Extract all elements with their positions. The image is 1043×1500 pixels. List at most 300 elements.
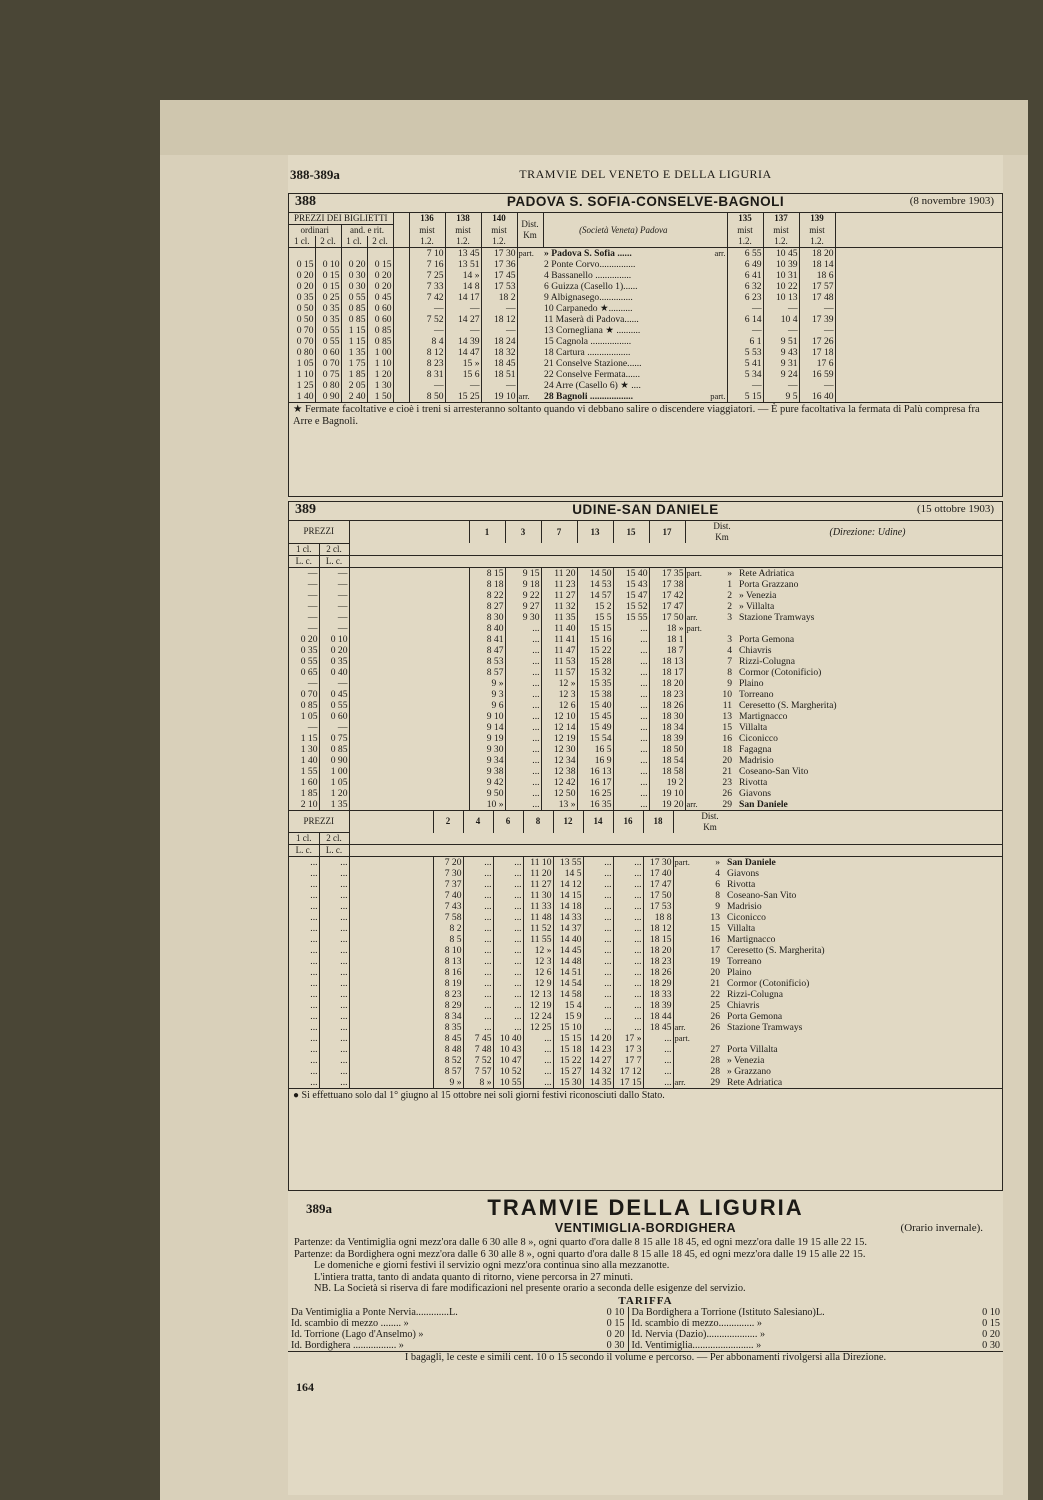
table-row <box>289 956 1002 967</box>
table-cell: ... <box>493 1011 523 1022</box>
spacer <box>349 1011 433 1022</box>
table-cell: ... <box>289 1033 319 1044</box>
table-cell: 20 <box>722 754 732 766</box>
table-cell: 8 18 <box>469 579 505 590</box>
table-cell: ... <box>463 1022 493 1033</box>
table-row <box>289 380 1002 391</box>
table-cell: 0 55 <box>289 656 319 667</box>
table-cell: ... <box>289 1011 319 1022</box>
table-cell: ... <box>613 777 649 788</box>
spacer <box>349 612 469 623</box>
table-cell: 0 65 <box>289 667 319 678</box>
table-cell: 0 10 <box>588 1307 628 1318</box>
spacer <box>835 248 1002 260</box>
table-cell: 15 45 <box>577 711 613 722</box>
table-cell: 11 41 <box>541 634 577 645</box>
table-cell: 15 27 <box>553 1066 583 1077</box>
table-cell: 0 10 <box>982 1306 1000 1318</box>
table-cell: 28 <box>710 1055 720 1066</box>
station-name: Martignacco <box>739 710 788 722</box>
table-cell: 20 <box>710 967 720 978</box>
table-cell: ... <box>493 923 523 934</box>
spacer <box>835 380 1002 391</box>
schedule-label: (Orario invernale). <box>900 1222 983 1234</box>
table-cell: 15 » <box>445 358 481 369</box>
table-cell <box>685 590 711 601</box>
spacer <box>835 347 1002 358</box>
table-cell: 0 35 <box>319 656 349 667</box>
table-cell: 12 13 <box>523 989 553 1000</box>
table-cell: 8 29 <box>433 1000 463 1011</box>
table-cell: 11 53 <box>541 656 577 667</box>
table-cell: 14 48 <box>553 956 583 967</box>
table-cell: 9 15 <box>505 567 541 579</box>
station-name: 21 Conselve Stazione...... <box>544 358 642 369</box>
table-cell: 8 52 <box>433 1055 463 1066</box>
table-cell <box>517 259 543 270</box>
table-cell: 0 90 <box>319 755 349 766</box>
table-cell: 18 51 <box>481 369 517 380</box>
andata-ritorno-label: and. e rit. <box>341 225 393 237</box>
company-name: (Società Veneta) Padova <box>579 224 668 235</box>
table-cell: 6 14 <box>727 314 763 325</box>
table-cell: 9 24 <box>763 369 799 380</box>
table-cell: arr. <box>674 1077 686 1087</box>
table-cell: 14 47 <box>445 347 481 358</box>
table-cell: 8 31 <box>409 369 445 380</box>
table-cell: 18 32 <box>481 347 517 358</box>
train-number: 136 <box>409 213 445 225</box>
table-cell <box>685 678 711 689</box>
station-name: 18 Cartura .................. <box>544 347 631 358</box>
table-cell: — <box>289 623 319 634</box>
table-cell: ... <box>583 934 613 945</box>
table-cell <box>673 945 699 956</box>
prezzi-label: PREZZI <box>289 521 349 543</box>
table-row <box>289 901 1002 912</box>
table-row <box>289 645 1002 656</box>
table-cell: 16 59 <box>799 369 835 380</box>
table-cell: 9 <box>727 677 732 689</box>
table-row <box>289 967 1002 978</box>
spacer <box>349 678 469 689</box>
train-type: mist <box>409 225 445 237</box>
table-cell: 17 3 <box>613 1044 643 1055</box>
table-cell: 18 39 <box>643 1000 673 1011</box>
table-cell: ... <box>493 1000 523 1011</box>
table-cell: ... <box>463 1000 493 1011</box>
table-cell: 5 34 <box>727 369 763 380</box>
table-cell: 9 <box>715 901 720 912</box>
table-cell: 8 47 <box>469 645 505 656</box>
table-cell: 6 1 <box>727 336 763 347</box>
table-cell: 17 53 <box>643 901 673 912</box>
table-cell: — <box>289 612 319 623</box>
spacer <box>349 1022 433 1033</box>
table-cell <box>685 579 711 590</box>
table-row <box>288 1329 1003 1340</box>
table-cell: ... <box>463 934 493 945</box>
table-cell: ... <box>613 623 649 634</box>
table-row <box>288 1307 1003 1318</box>
table-cell: 7 10 <box>409 248 445 260</box>
table-cell: 16 5 <box>577 744 613 755</box>
table-cell: 8 48 <box>433 1044 463 1055</box>
table-row <box>289 1066 1002 1077</box>
table-row <box>289 325 1002 336</box>
table-cell: ... <box>613 912 643 923</box>
class-1-label: 1 cl. <box>289 236 315 248</box>
table-cell: 14 57 <box>577 590 613 601</box>
class-2-label: 2 cl. <box>315 236 341 248</box>
section-number: 388 <box>295 194 316 209</box>
station-name: Ceresetto (S. Margherita) <box>727 945 825 956</box>
spacer <box>349 868 433 879</box>
table-cell: 16 40 <box>799 391 835 402</box>
spacer <box>349 733 469 744</box>
table-cell <box>673 978 699 989</box>
table-cell <box>685 766 711 777</box>
class-1-label: 1 cl. <box>289 543 319 555</box>
spacer <box>349 978 433 989</box>
spacer <box>349 934 433 945</box>
table-cell: ... <box>319 1033 349 1044</box>
table-cell: 17 30 <box>643 857 673 869</box>
table-cell: 12 38 <box>541 766 577 777</box>
table-cell: 17 40 <box>643 868 673 879</box>
table-cell: 9 3 <box>469 689 505 700</box>
section-389-header <box>289 502 1002 521</box>
table-cell: 0 40 <box>319 667 349 678</box>
table-cell: 8 5 <box>433 934 463 945</box>
table-row <box>289 1044 1002 1055</box>
table-cell: 0 85 <box>289 700 319 711</box>
table-cell: 18 7 <box>649 645 685 656</box>
table-cell: 10 13 <box>763 292 799 303</box>
table-cell: ... <box>583 879 613 890</box>
table-cell: 1 00 <box>367 347 393 358</box>
table-cell: 18 45 <box>643 1022 673 1033</box>
table-cell <box>703 281 727 292</box>
table-cell: 18 6 <box>799 270 835 281</box>
table-cell: 25 <box>710 1000 720 1011</box>
spacer <box>393 270 409 281</box>
table-cell: ... <box>613 1000 643 1011</box>
table-cell: 14 33 <box>553 912 583 923</box>
table-cell: ... <box>493 890 523 901</box>
table-cell: ... <box>505 788 541 799</box>
table-cell: — <box>319 601 349 612</box>
table-cell: ... <box>505 667 541 678</box>
spacer <box>393 259 409 270</box>
table-cell <box>685 667 711 678</box>
table-row <box>289 923 1002 934</box>
table-row <box>289 744 1002 755</box>
table-cell: 17 42 <box>649 590 685 601</box>
page-number: 164 <box>296 1380 314 1394</box>
table-cell: 1 85 <box>289 788 319 799</box>
table-cell: ... <box>493 868 523 879</box>
table-cell: 14 39 <box>445 336 481 347</box>
spacer <box>835 314 1002 325</box>
train-class: 1.2. <box>409 236 445 248</box>
table-cell: 6 23 <box>727 292 763 303</box>
table-cell: 17 6 <box>799 358 835 369</box>
table-cell: 8 41 <box>469 634 505 645</box>
table-cell: 12 6 <box>541 700 577 711</box>
table-cell: 13 » <box>541 799 577 810</box>
station-name: 22 Conselve Fermata...... <box>544 369 640 380</box>
table-cell: 0 70 <box>289 689 319 700</box>
table-cell: ... <box>613 667 649 678</box>
table-row <box>289 303 1002 314</box>
station-name: Villalta <box>727 923 756 934</box>
table-cell: » <box>727 567 732 579</box>
station-name: 28 Bagnoli .................. <box>544 391 634 402</box>
table-cell: 29 <box>722 798 732 810</box>
table-cell: 1 85 <box>341 369 367 380</box>
table-cell: 0 55 <box>341 292 367 303</box>
station-name: Ceresetto (S. Margherita) <box>739 699 837 711</box>
table-cell: 7 45 <box>463 1033 493 1044</box>
table-cell: 13 45 <box>445 248 481 260</box>
station-name: Stazione Tramways <box>739 611 815 623</box>
table-cell: 15 40 <box>577 700 613 711</box>
table-cell: 12 10 <box>541 711 577 722</box>
table-cell <box>673 868 699 879</box>
table-cell: ... <box>613 956 643 967</box>
table-cell: 18 8 <box>643 912 673 923</box>
table-cell: 0 35 <box>315 303 341 314</box>
holiday-service-note: Le domeniche e giorni festivi il servizio ogni mezz'ora continua sino alla mezzanotte. <box>314 1260 670 1271</box>
table-cell: ... <box>289 989 319 1000</box>
table-cell: Da Ventimiglia a Ponte Nervia.............L. <box>291 1306 458 1318</box>
table-cell: ... <box>463 1011 493 1022</box>
table-cell: 0 30 <box>982 1339 1000 1351</box>
spacer <box>349 1077 433 1088</box>
prezzi-label: PREZZI <box>289 810 349 833</box>
table-row <box>289 989 1002 1000</box>
table-cell: ... <box>505 711 541 722</box>
spacer <box>349 689 469 700</box>
table-cell: — <box>319 567 349 579</box>
table-cell: 26 <box>722 787 732 799</box>
table-cell: 9 42 <box>469 777 505 788</box>
table-cell: Id. Bordighera ................. » <box>291 1339 404 1351</box>
table-cell: 18 34 <box>649 722 685 733</box>
table-cell: 1 15 <box>289 733 319 744</box>
table-cell: ... <box>613 945 643 956</box>
spacer <box>349 1033 433 1044</box>
table-cell: ... <box>583 912 613 923</box>
table-cell: ... <box>613 645 649 656</box>
table-cell: 19 20 <box>649 799 685 810</box>
table-cell: 17 48 <box>799 292 835 303</box>
table-cell: — <box>445 380 481 391</box>
table-cell: 0 20 <box>341 259 367 270</box>
table-cell: 1 55 <box>289 766 319 777</box>
table-cell: ... <box>613 678 649 689</box>
table-cell: 15 32 <box>577 667 613 678</box>
table-cell: 0 85 <box>341 303 367 314</box>
table-cell <box>673 901 699 912</box>
station-name: Rete Adriatica <box>739 567 795 579</box>
currency-label: L. c. <box>319 845 349 857</box>
train-number: 8 <box>523 810 553 833</box>
table-cell: 10 52 <box>493 1066 523 1077</box>
table-cell: ... <box>319 1022 349 1033</box>
table-row <box>289 281 1002 292</box>
table-cell: ... <box>505 799 541 810</box>
table-row <box>289 912 1002 923</box>
table-cell: ... <box>289 901 319 912</box>
table-cell: 15 28 <box>577 656 613 667</box>
spacer <box>349 667 469 678</box>
table-cell: — <box>289 567 319 579</box>
table-cell: ... <box>613 722 649 733</box>
table-row <box>289 678 1002 689</box>
table-cell: 0 15 <box>588 1318 628 1329</box>
table-cell: ... <box>319 868 349 879</box>
table-cell: ... <box>493 1022 523 1033</box>
table-cell: 14 12 <box>553 879 583 890</box>
table-cell: 17 38 <box>649 579 685 590</box>
station-name: San Daniele <box>727 857 776 868</box>
spacer <box>835 281 1002 292</box>
printed-page <box>288 155 1003 1495</box>
spacer <box>349 956 433 967</box>
section-388 <box>288 193 1003 497</box>
table-cell <box>673 1066 699 1077</box>
station-name: Torreano <box>727 956 762 967</box>
table-cell: 11 33 <box>523 901 553 912</box>
table-cell: 11 30 <box>523 890 553 901</box>
table-cell: 18 12 <box>481 314 517 325</box>
station-name: » Villalta <box>739 600 775 612</box>
table-cell: 12 3 <box>541 689 577 700</box>
table-cell <box>673 923 699 934</box>
table-cell: 0 70 <box>289 336 315 347</box>
table-cell <box>685 733 711 744</box>
class-1-label: 1 cl. <box>341 236 367 248</box>
table-cell <box>673 967 699 978</box>
station-name: 24 Arre (Casello 6) ★ .... <box>544 380 641 391</box>
table-cell: 1 60 <box>289 777 319 788</box>
table-cell: ... <box>463 879 493 890</box>
table-cell <box>517 347 543 358</box>
table-cell: 15 10 <box>553 1022 583 1033</box>
station-name: Madrisio <box>739 754 774 766</box>
table-cell: 9 6 <box>469 700 505 711</box>
table-row <box>289 755 1002 766</box>
train-class: 1.2. <box>727 236 763 248</box>
table-cell: 7 <box>727 655 732 667</box>
table-cell: 8 <box>715 890 720 901</box>
table-cell: — <box>445 303 481 314</box>
table-cell: 10 4 <box>763 314 799 325</box>
table-cell: ... <box>319 901 349 912</box>
station-name: Ciconicco <box>727 912 766 923</box>
spacer <box>349 590 469 601</box>
table-cell: ... <box>523 1033 553 1044</box>
spacer <box>393 248 409 260</box>
table-cell <box>703 292 727 303</box>
table-cell: ... <box>583 868 613 879</box>
table-cell: ... <box>505 656 541 667</box>
spacer <box>349 857 433 869</box>
table-cell <box>685 722 711 733</box>
table-cell <box>703 380 727 391</box>
departures-ventimiglia: Partenze: da Ventimiglia ogni mezz'ora dalle 6 30 alle 8 », ogni quarto d'ora dalle 8 15 alle 18 45, ed ogni mezz'ora dalle 19 15 alle 22 15. <box>294 1237 867 1248</box>
table-cell <box>315 248 341 260</box>
table-cell: ... <box>613 879 643 890</box>
table-cell: — <box>319 678 349 689</box>
table-row <box>289 634 1002 645</box>
spacer <box>349 967 433 978</box>
table-cell: 12 19 <box>523 1000 553 1011</box>
table-cell: 0 45 <box>367 292 393 303</box>
table-cell: ... <box>289 956 319 967</box>
station-name: » Grazzano <box>727 1066 771 1077</box>
table-row <box>289 722 1002 733</box>
table-cell <box>517 281 543 292</box>
table-cell: 9 51 <box>763 336 799 347</box>
table-cell: 11 57 <box>541 667 577 678</box>
table-cell: 5 15 <box>727 391 763 402</box>
table-cell: 18 29 <box>643 978 673 989</box>
table-cell: 0 50 <box>289 303 315 314</box>
table-cell: ... <box>289 967 319 978</box>
table-cell: 18 44 <box>643 1011 673 1022</box>
table-cell: ... <box>613 656 649 667</box>
table-cell: ... <box>463 945 493 956</box>
table-cell: ... <box>289 890 319 901</box>
table-row <box>289 689 1002 700</box>
table-cell: 17 53 <box>481 281 517 292</box>
table-cell <box>685 744 711 755</box>
spacer <box>393 358 409 369</box>
class-2-label: 2 cl. <box>367 236 393 248</box>
table-cell <box>685 634 711 645</box>
table-cell: 2 05 <box>341 380 367 391</box>
table-cell: 12 42 <box>541 777 577 788</box>
table-cell: 17 57 <box>799 281 835 292</box>
table-cell: 7 57 <box>463 1066 493 1077</box>
table-cell: 15 2 <box>577 601 613 612</box>
table-cell: 7 30 <box>433 868 463 879</box>
table-cell: 14 20 <box>583 1033 613 1044</box>
table-cell: 1 05 <box>319 777 349 788</box>
station-name: Plaino <box>739 677 764 689</box>
table-cell: ... <box>505 733 541 744</box>
spacer <box>835 391 1002 402</box>
table-cell: 14 37 <box>553 923 583 934</box>
table-cell: 16 <box>722 732 732 744</box>
table-cell: 18 20 <box>649 678 685 689</box>
table-cell: 10 22 <box>763 281 799 292</box>
table-cell: 4 <box>727 644 732 656</box>
table-cell: ... <box>613 989 643 1000</box>
table-cell: 8 23 <box>433 989 463 1000</box>
table-cell: 11 55 <box>523 934 553 945</box>
section-389a <box>288 1195 1003 1363</box>
train-number: 17 <box>649 521 685 543</box>
table-cell: ... <box>463 989 493 1000</box>
table-cell: part. <box>686 567 702 578</box>
table-cell <box>289 248 315 260</box>
table-row <box>289 336 1002 347</box>
train-number: 140 <box>481 213 517 225</box>
